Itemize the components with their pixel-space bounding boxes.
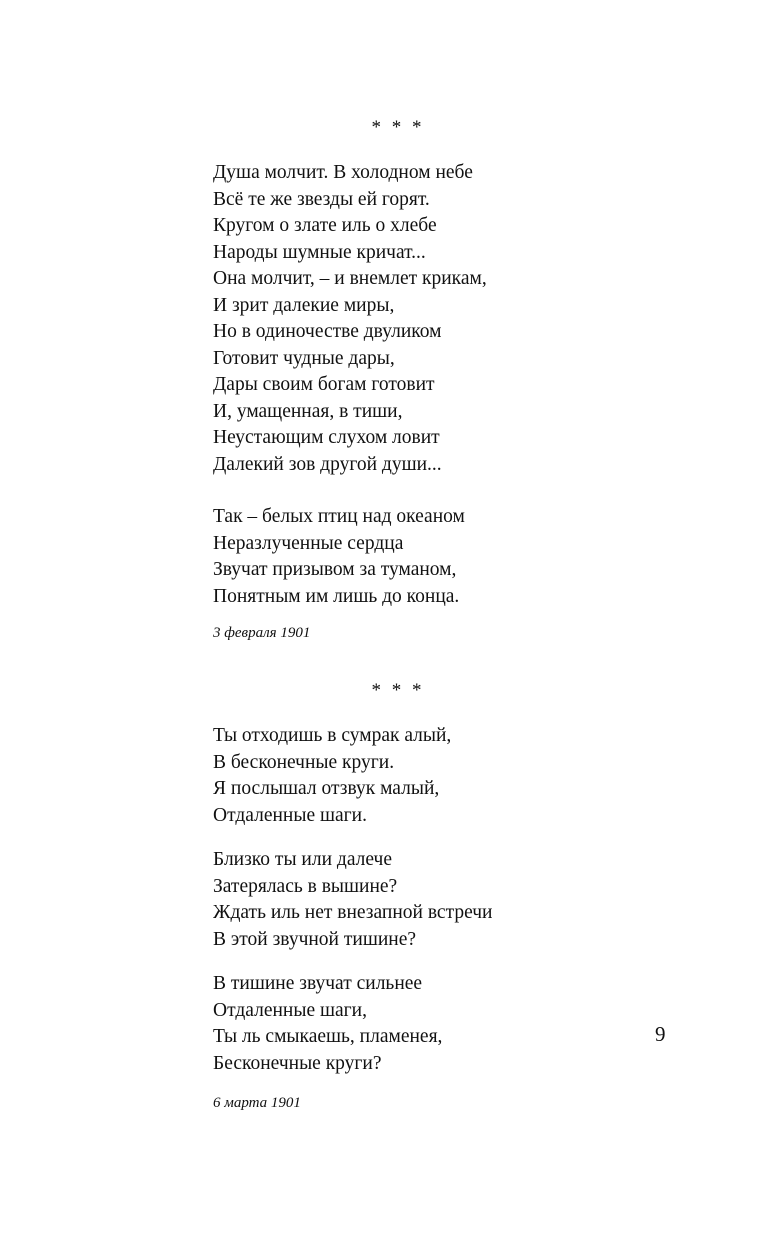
verse-line: Так – белых птиц над океаном (213, 506, 465, 527)
verse-line: Звучат призывом за туманом, (213, 559, 457, 580)
stanza-1 (213, 160, 487, 478)
verse-line: В бесконечные круги. (213, 751, 395, 773)
verse-line: Близко ты или далече (213, 849, 393, 870)
verse-line: Я послышал отзвук малый, (213, 778, 440, 799)
verse-line: И зрит далекие миры, (213, 294, 395, 316)
verse-line: Дары своим богам готовит (213, 374, 435, 395)
verse-line: Кругом о злате иль о хлебе (213, 215, 437, 236)
verse-line: И, умащенная, в тиши, (213, 400, 403, 422)
verse-line: Неустающим слухом ловит (213, 427, 440, 448)
verse-line: Отдаленные шаги. (213, 804, 367, 826)
stanza-1 (213, 723, 493, 829)
verse-line: Народы шумные кричат... (213, 241, 426, 263)
verse-line: Ты ль смыкаешь, пламенея, (213, 1026, 443, 1047)
stanza-3 (213, 971, 493, 1077)
verse-line: Она молчит, – и внемлет крикам, (213, 268, 487, 289)
verse-line: Душа молчит. В холодном небе (213, 162, 473, 183)
verse-line: Понятным им лишь до конца. (213, 585, 460, 607)
verse-line: Ты отходишь в сумрак алый, (213, 725, 452, 746)
verse-line: Далекий зов другой души... (213, 453, 442, 475)
verse-line: Ждать иль нет внезапной встречи (213, 902, 493, 923)
poem-body (213, 723, 493, 1112)
verse-line: Неразлученные сердца (213, 532, 404, 554)
poem-separator: * * * (371, 117, 425, 138)
verse-line: Готовит чудные дары, (213, 347, 395, 369)
verse-line: В тишине звучат сильнее (213, 973, 423, 994)
stanza-2 (213, 847, 493, 953)
verse-line: Бесконечные круги? (213, 1052, 382, 1074)
verse-line: В этой звучной тишине? (213, 928, 417, 950)
verse-line: Отдаленные шаги, (213, 999, 367, 1021)
poem-date: 3 февраля 1901 (213, 625, 311, 641)
verse-line: Всё те же звезды ей горят. (213, 188, 430, 210)
poem-date: 6 марта 1901 (213, 1095, 301, 1111)
poem-body (213, 160, 487, 642)
stanza-2 (213, 504, 487, 610)
verse-line: Затерялась в вышине? (213, 875, 398, 897)
poem-separator: * * * (371, 680, 425, 701)
page-number: 9 (655, 1022, 666, 1046)
verse-line: Но в одиночестве двуликом (213, 321, 442, 342)
